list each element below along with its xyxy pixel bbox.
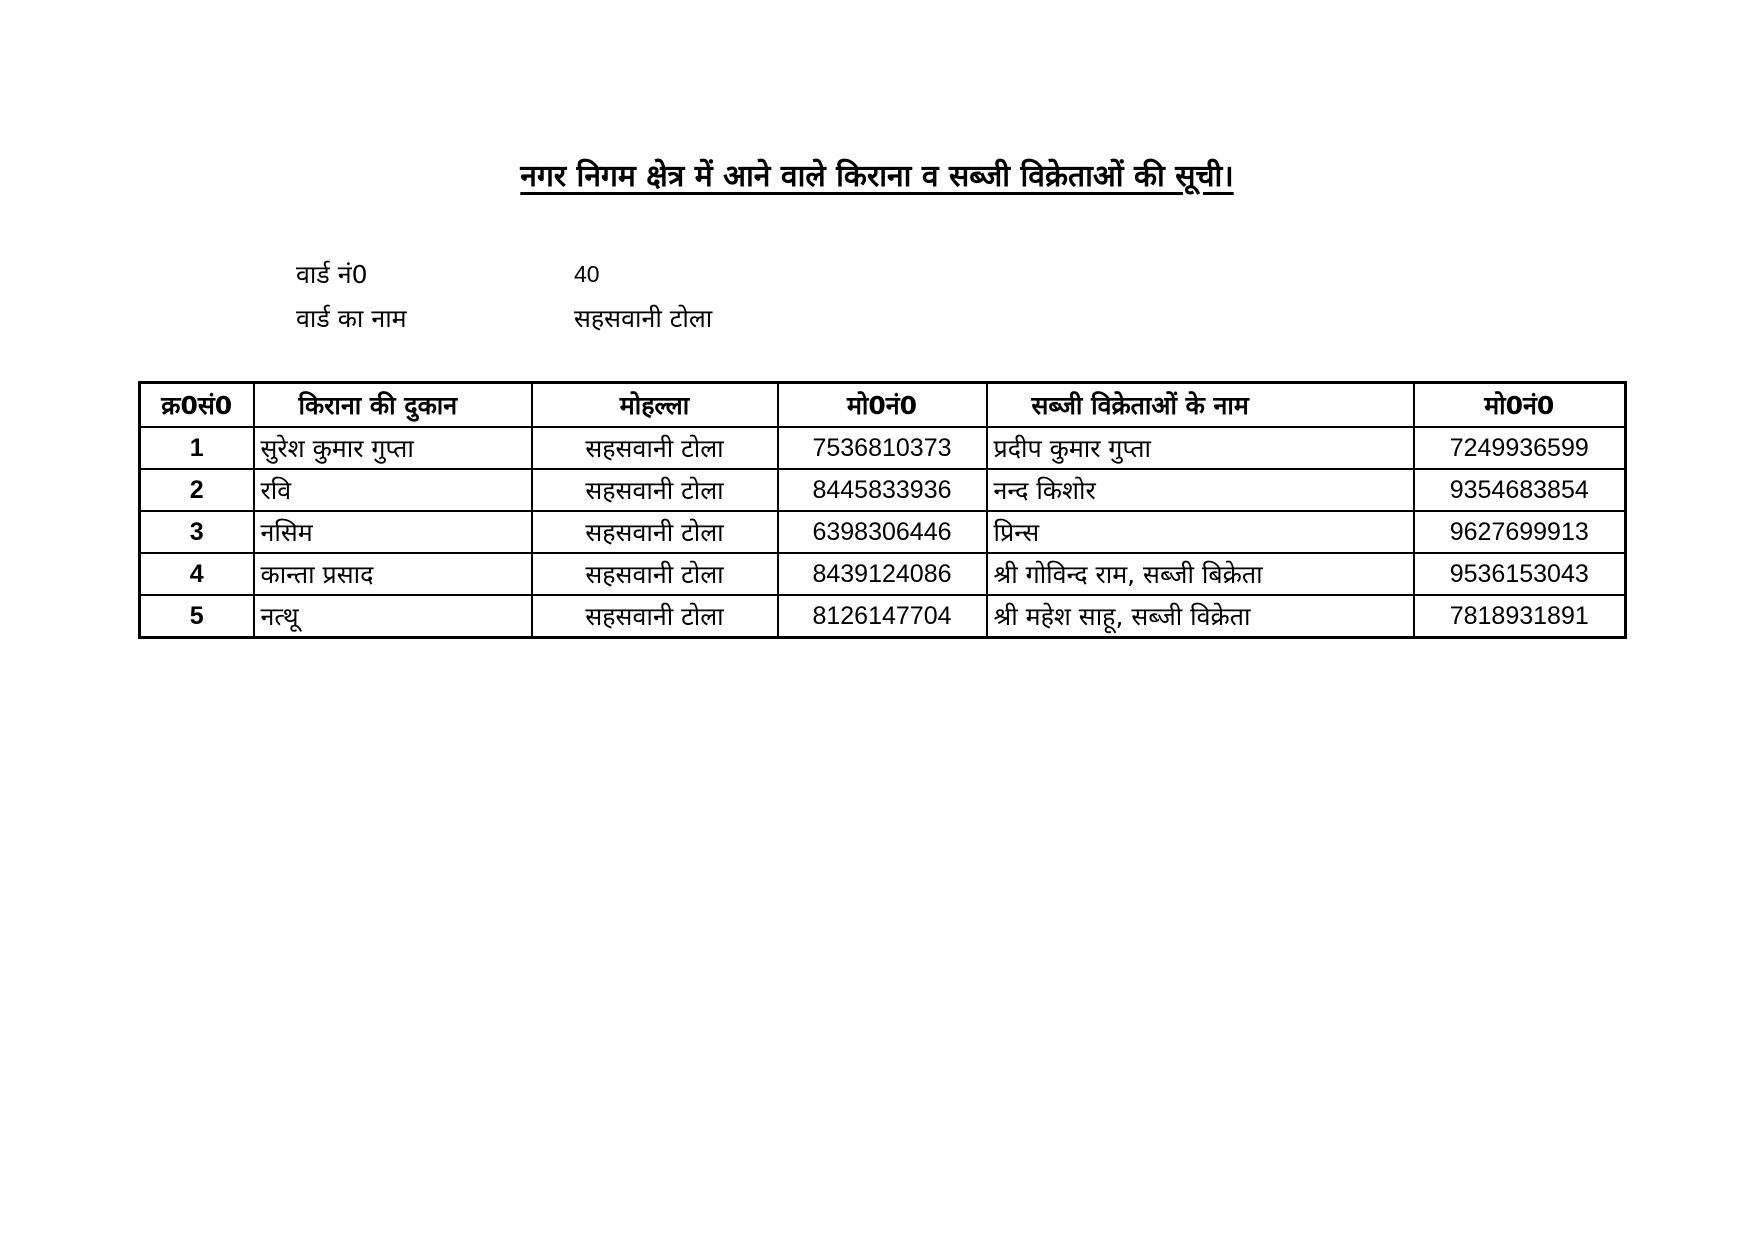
vendor-mobile-cell: 9627699913 — [1414, 511, 1626, 553]
column-header-shop: किराना की दुकान — [254, 383, 532, 428]
ward-number-label: वार्ड नं0 — [296, 260, 368, 289]
serial-cell: 1 — [140, 427, 254, 469]
shop-mobile-cell: 8126147704 — [778, 595, 987, 638]
ward-name-value: सहसवानी टोला — [574, 304, 713, 333]
vendor-mobile-cell: 7818931891 — [1414, 595, 1626, 638]
vendor-cell: प्रदीप कुमार गुप्ता — [987, 427, 1414, 469]
shop-mobile-cell: 6398306446 — [778, 511, 987, 553]
ward-info — [296, 252, 712, 340]
shop-mobile-cell: 8445833936 — [778, 469, 987, 511]
shop-cell: नसिम — [254, 511, 532, 553]
vendor-mobile-cell: 9536153043 — [1414, 553, 1626, 595]
column-header-mohalla: मोहल्ला — [532, 383, 778, 428]
table-row — [140, 469, 1626, 511]
vendor-table — [138, 381, 1627, 639]
serial-cell: 5 — [140, 595, 254, 638]
mohalla-cell: सहसवानी टोला — [532, 511, 778, 553]
vendor-cell: प्रिन्स — [987, 511, 1414, 553]
table-header-row — [140, 383, 1626, 428]
vendor-mobile-cell: 9354683854 — [1414, 469, 1626, 511]
serial-cell: 2 — [140, 469, 254, 511]
shop-cell: नत्थू — [254, 595, 532, 638]
shop-cell: रवि — [254, 469, 532, 511]
table-row — [140, 553, 1626, 595]
column-header-vendor-mobile: मो0नं0 — [1414, 383, 1626, 428]
page-title: नगर निगम क्षेत्र में आने वाले किराना व सब्जी विक्रेताओं की सूची। — [520, 159, 1234, 194]
serial-cell: 3 — [140, 511, 254, 553]
shop-cell: सुरेश कुमार गुप्ता — [254, 427, 532, 469]
shop-mobile-cell: 8439124086 — [778, 553, 987, 595]
vendor-cell: श्री गोविन्द राम, सब्जी बिक्रेता — [987, 553, 1414, 595]
column-header-serial: क्र0सं0 — [140, 383, 254, 428]
mohalla-cell: सहसवानी टोला — [532, 595, 778, 638]
column-header-vendor: सब्जी विक्रेताओं के नाम — [987, 383, 1414, 428]
ward-name-label: वार्ड का नाम — [296, 304, 407, 333]
serial-cell: 4 — [140, 553, 254, 595]
column-header-shop-mobile: मो0नं0 — [778, 383, 987, 428]
mohalla-cell: सहसवानी टोला — [532, 427, 778, 469]
mohalla-cell: सहसवानी टोला — [532, 553, 778, 595]
ward-number-value: 40 — [574, 260, 600, 287]
mohalla-cell: सहसवानी टोला — [532, 469, 778, 511]
table-row — [140, 511, 1626, 553]
shop-mobile-cell: 7536810373 — [778, 427, 987, 469]
vendor-mobile-cell: 7249936599 — [1414, 427, 1626, 469]
shop-cell: कान्ता प्रसाद — [254, 553, 532, 595]
vendor-cell: श्री महेश साहू, सब्जी विक्रेता — [987, 595, 1414, 638]
ward-name-row — [296, 296, 712, 340]
vendor-cell: नन्द किशोर — [987, 469, 1414, 511]
ward-number-row — [296, 252, 712, 296]
table-row — [140, 595, 1626, 638]
table-row — [140, 427, 1626, 469]
